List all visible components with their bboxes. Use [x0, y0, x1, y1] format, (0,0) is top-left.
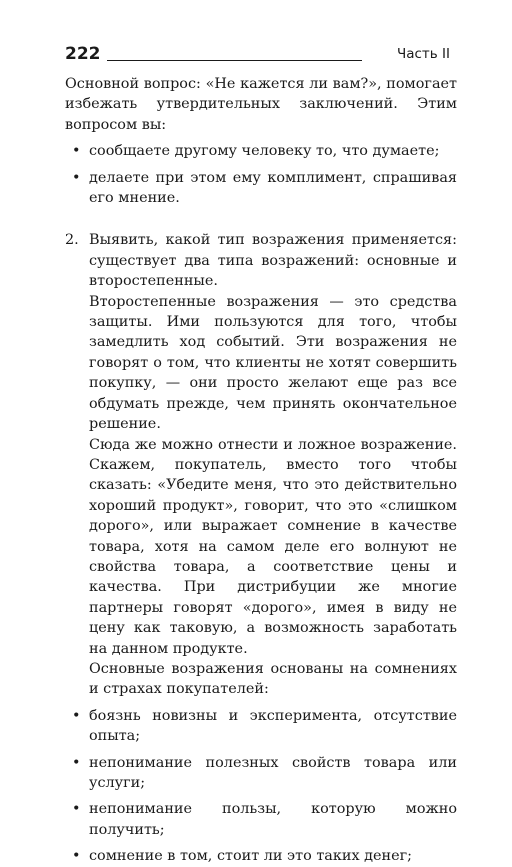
item-paragraph: Сюда же можно отнести и ложное возражение. Скажем, покупатель, вместо того чтобы сказать: «Убедите меня, что это действительно хороший продукт», говорит, что это «слишком дорого», или выражает сомнение в качестве товара, хотя на самом деле его волнуют не свойства товара, а соответствие цены и качества. При дистрибуции же многие партнеры говорят «дорого», имея в виду не цену как таковую, а возможность заработать на данном продукте.: [89, 436, 457, 657]
page-header: [65, 44, 450, 68]
bullet-item: [65, 706, 457, 747]
bullet-icon: •: [72, 754, 81, 771]
bullet-icon: •: [72, 707, 81, 724]
bullet-item: [65, 846, 457, 866]
bullet-item: [65, 753, 457, 794]
bullet-item: [65, 168, 457, 209]
item-number: 2.: [65, 232, 79, 249]
bullet-icon: •: [72, 848, 81, 865]
bullet-icon: •: [72, 169, 81, 186]
bullet-text: делаете при этом ему комплимент, спрашивая его мнение.: [89, 169, 457, 207]
bullet-item: [65, 799, 457, 840]
bullet-icon: •: [72, 801, 81, 818]
item-paragraph: Второстепенные возражения — это средства защиты. Ими пользуются для того, чтобы замедлить ход событий. Эти возражения не говорят о том, что клиенты не хотят совершить покупку, — они просто желают еще раз все обдумать прежде, чем принять окончательное решение.: [89, 293, 457, 433]
item-lead: Выявить, какой тип возражения применяется: существует два типа возражений: основные и второстепенные.: [89, 232, 457, 290]
bullet-text: непонимание пользы, которую можно получить;: [89, 801, 457, 838]
bullet-icon: •: [72, 143, 81, 160]
part-title: Часть II: [396, 46, 450, 62]
bullet-item: [65, 141, 457, 161]
bullet-text: боязнь новизны и эксперимента, отсутствие опыта;: [89, 707, 457, 745]
bullet-text: сомнение в том, стоит ли это таких денег;: [89, 848, 413, 865]
header-rule: [107, 60, 362, 61]
intro-paragraph: Основной вопрос: «Не кажется ли вам?», помогает избежать утвердительных заключений. Этим вопросом вы:: [65, 76, 457, 133]
bullet-text: сообщаете другому человеку то, что думаете;: [89, 143, 440, 160]
bullet-text: непонимание полезных свойств товара или услуги;: [89, 754, 457, 791]
page-body: [65, 74, 457, 867]
numbered-item: [65, 230, 457, 291]
item-paragraph: Основные возражения основаны на сомнениях и страхах покупателей:: [89, 660, 457, 698]
page-number: 222: [65, 44, 101, 64]
